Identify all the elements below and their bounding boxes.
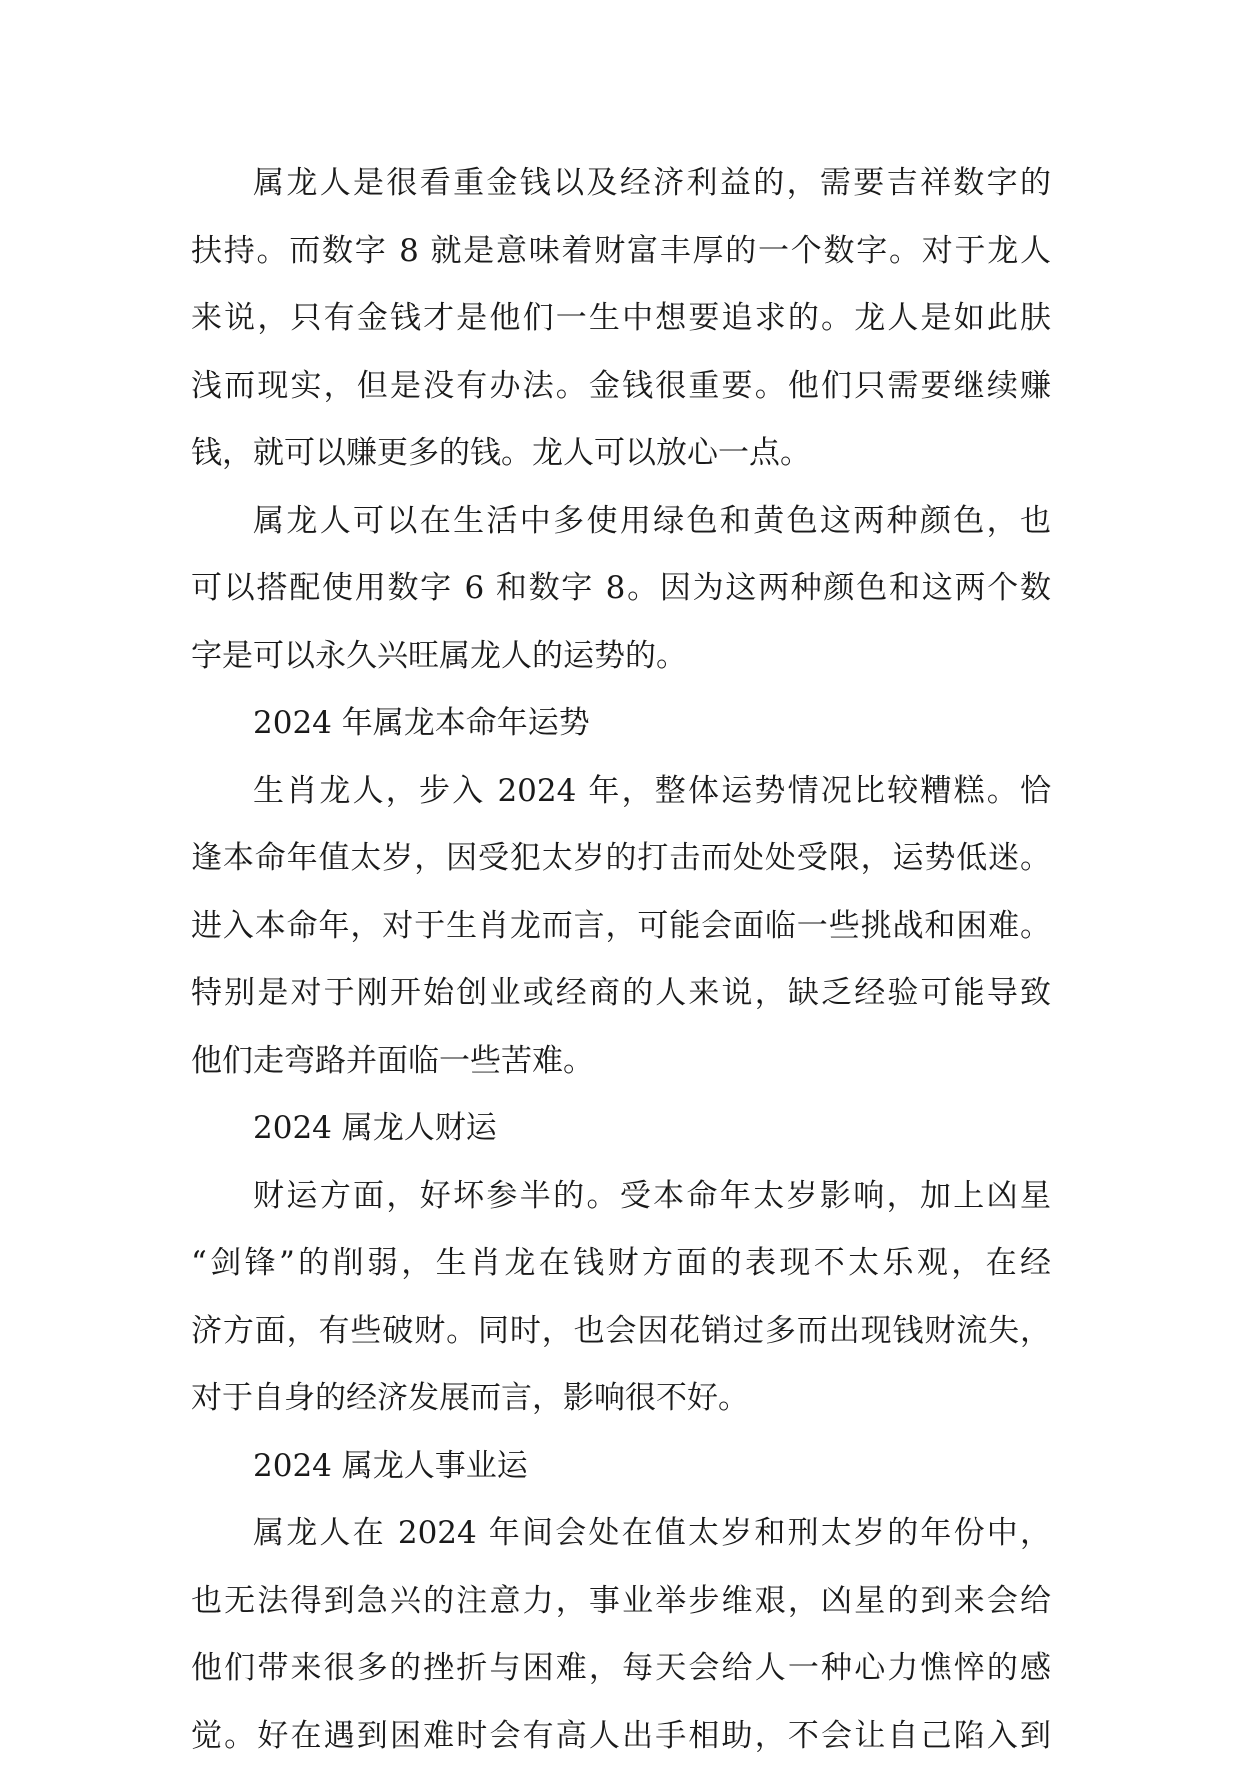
text-line: 进入本命年，对于生肖龙而言，可能会面临一些挑战和困难。	[191, 893, 1051, 961]
text-line: 字是可以永久兴旺属龙人的运势的。	[191, 623, 1051, 691]
text-line: 特别是对于刚开始创业或经商的人来说，缺乏经验可能导致	[191, 960, 1051, 1028]
text-line: 逢本命年值太岁，因受犯太岁的打击而处处受限，运势低迷。	[191, 825, 1051, 893]
text-line: 觉。好在遇到困难时会有高人出手相助，不会让自己陷入到	[191, 1703, 1051, 1770]
text-line: 财运方面，好坏参半的。受本命年太岁影响，加上凶星	[191, 1163, 1051, 1231]
text-line: 2024 属龙人财运	[191, 1095, 1051, 1163]
text-line: 属龙人可以在生活中多使用绿色和黄色这两种颜色，也	[191, 488, 1051, 556]
text-line: 可以搭配使用数字 6 和数字 8。因为这两种颜色和这两个数	[191, 555, 1051, 623]
text-line: 来说，只有金钱才是他们一生中想要追求的。龙人是如此肤	[191, 285, 1051, 353]
text-line: 济方面，有些破财。同时，也会因花销过多而出现钱财流失，	[191, 1298, 1051, 1366]
text-line: 2024 属龙人事业运	[191, 1433, 1051, 1501]
text-line: 属龙人在 2024 年间会处在值太岁和刑太岁的年份中，	[191, 1500, 1051, 1568]
text-line: 扶持。而数字 8 就是意味着财富丰厚的一个数字。对于龙人	[191, 218, 1051, 286]
text-line: 也无法得到急兴的注意力，事业举步维艰，凶星的到来会给	[191, 1568, 1051, 1636]
text-line: 2024 年属龙本命年运势	[191, 690, 1051, 758]
text-line: 对于自身的经济发展而言，影响很不好。	[191, 1365, 1051, 1433]
text-line: 他们走弯路并面临一些苦难。	[191, 1028, 1051, 1096]
text-line: 属龙人是很看重金钱以及经济利益的，需要吉祥数字的	[191, 150, 1051, 218]
text-line: 钱，就可以赚更多的钱。龙人可以放心一点。	[191, 420, 1051, 488]
text-line: “剑锋”的削弱，生肖龙在钱财方面的表现不太乐观，在经	[191, 1230, 1051, 1298]
text-line: 生肖龙人，步入 2024 年，整体运势情况比较糟糕。恰	[191, 758, 1051, 826]
document-body	[191, 150, 1051, 1770]
text-line: 浅而现实，但是没有办法。金钱很重要。他们只需要继续赚	[191, 353, 1051, 421]
text-line: 他们带来很多的挫折与困难，每天会给人一种心力憔悴的感	[191, 1635, 1051, 1703]
